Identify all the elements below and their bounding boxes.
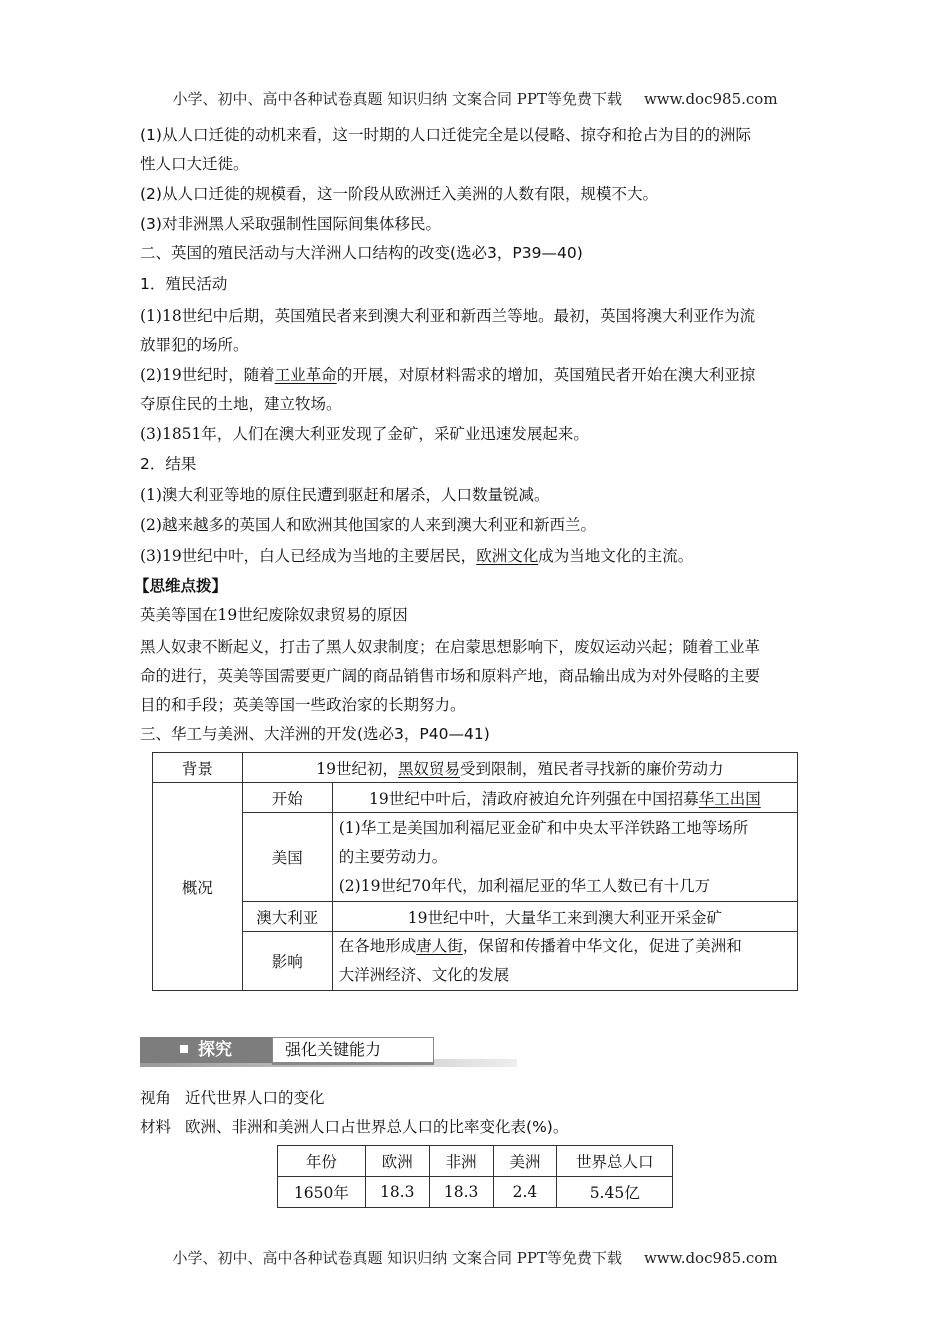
square-bullet-icon xyxy=(180,1045,188,1053)
term-european-culture: 欧洲文化 xyxy=(476,547,539,565)
line-12-a: (3)19世纪中叶，白人已经成为当地的主要居民， xyxy=(140,547,477,565)
line-2: 性人口大迁徙。 xyxy=(140,155,249,173)
line-12-b: 成为当地文化的主流。 xyxy=(538,547,694,565)
banner-title-box xyxy=(140,1037,272,1063)
cell-year: 1650年 xyxy=(278,1177,366,1208)
term-slave-trade: 黑奴贸易 xyxy=(398,759,461,778)
line-16: 目的和手段；英美等国一些政治家的长期努力。 xyxy=(140,696,466,714)
usa-line-2: 的主要劳动力。 xyxy=(338,847,448,866)
start-cell xyxy=(332,783,797,813)
line-5: (1)18世纪中后期，英国殖民者来到澳大利亚和新西兰等地。最初，英国将澳大利亚作为流 xyxy=(140,307,756,325)
header-site: www.doc985.com xyxy=(643,90,778,108)
subheading-result: 2．结果 xyxy=(140,455,197,473)
table-row xyxy=(153,932,798,991)
subheading-colonial: 1．殖民活动 xyxy=(140,275,228,293)
line-1: (1)从人口迁徙的动机来看，这一时期的人口迁徙完全是以侵略、掠夺和抢占为目的的洲际 xyxy=(140,126,751,144)
header-europe: 欧洲 xyxy=(365,1146,429,1177)
section-heading-3: 三、华工与美洲、大洋洲的开发(选必3，P40—41) xyxy=(140,725,490,743)
angle-text: 近代世界人口的变化 xyxy=(185,1089,325,1107)
population-table xyxy=(277,1145,673,1208)
term-industrial-revolution: 工业革命 xyxy=(274,366,337,384)
start-a: 19世纪中叶后，清政府被迫允许列强在中国招募 xyxy=(369,789,699,808)
australia-cell: 19世纪中叶，大量华工来到澳大利亚开采金矿 xyxy=(332,902,797,932)
usa-cell xyxy=(332,813,797,902)
impact-b: ，保留和传播着中华文化，促进了美洲和 xyxy=(462,937,742,955)
material-label: 材料 xyxy=(140,1118,172,1136)
impact-a: 在各地形成 xyxy=(338,937,417,955)
material-text: 欧洲、非洲和美洲人口占世界总人口的比率变化表(%)。 xyxy=(185,1118,569,1136)
cell-world: 5.45亿 xyxy=(557,1177,673,1208)
table-row xyxy=(153,902,798,932)
table-row xyxy=(153,753,798,783)
label-start: 开始 xyxy=(242,783,332,813)
cell-africa: 18.3 xyxy=(429,1177,493,1208)
impact-cell xyxy=(332,932,797,991)
line-11: (2)越来越多的英国人和欧洲其他国家的人来到澳大利亚和新西兰。 xyxy=(140,516,596,534)
line-13: 英美等国在19世纪废除奴隶贸易的原因 xyxy=(140,606,408,624)
header-text: 小学、初中、高中各种试卷真题 知识归纳 文案合同 PPT等免费下载 xyxy=(172,90,622,108)
footer-site: www.doc985.com xyxy=(643,1249,778,1267)
label-impact: 影响 xyxy=(242,932,332,991)
line-12 xyxy=(140,542,820,571)
label-overview: 概况 xyxy=(153,783,243,991)
header-africa: 非洲 xyxy=(429,1146,493,1177)
chinese-laborers-table xyxy=(152,752,798,991)
line-10: (1)澳大利亚等地的原住民遭到驱赶和屠杀，人口数量锐减。 xyxy=(140,486,550,504)
header-year: 年份 xyxy=(278,1146,366,1177)
line-9: (3)1851年，人们在澳大利亚发现了金矿，采矿业迅速发展起来。 xyxy=(140,425,589,443)
line-7 xyxy=(140,361,820,390)
label-usa: 美国 xyxy=(242,813,332,902)
line-15: 命的进行，英美等国需要更广阔的商品销售市场和原料产地，商品输出成为对外侵略的主要 xyxy=(140,667,761,685)
table-row xyxy=(153,783,798,813)
line-6: 放罪犯的场所。 xyxy=(140,336,249,354)
line-7-a: (2)19世纪时，随着 xyxy=(140,366,275,384)
bg-b: 受到限制，殖民者寻找新的廉价劳动力 xyxy=(460,759,724,778)
term-chinatown: 唐人街 xyxy=(416,937,463,955)
angle-line xyxy=(140,1084,820,1113)
page-footer xyxy=(0,1247,950,1268)
explore-banner xyxy=(140,1037,517,1067)
cell-americas: 2.4 xyxy=(493,1177,557,1208)
banner-title: 探究 xyxy=(198,1040,232,1060)
banner-subtitle: 强化关键能力 xyxy=(272,1037,434,1065)
header-world: 世界总人口 xyxy=(557,1146,673,1177)
impact-c: 大洋洲经济、文化的发展 xyxy=(338,966,510,984)
cell-europe: 18.3 xyxy=(365,1177,429,1208)
term-laborers-abroad: 华工出国 xyxy=(698,789,761,808)
page-header xyxy=(0,88,950,109)
bg-a: 19世纪初， xyxy=(316,759,399,778)
thinking-tip-label: 【思维点拨】 xyxy=(134,577,228,595)
header-americas: 美洲 xyxy=(493,1146,557,1177)
background-cell xyxy=(242,753,797,783)
material-line xyxy=(140,1113,820,1142)
line-14: 黑人奴隶不断起义，打击了黑人奴隶制度；在启蒙思想影响下，废奴运动兴起；随着工业革 xyxy=(140,638,761,656)
table-row xyxy=(278,1177,673,1208)
line-7-b: 的开展，对原材料需求的增加，英国殖民者开始在澳大利亚掠 xyxy=(336,366,756,384)
usa-line-1: (1)华工是美国加利福尼亚金矿和中央太平洋铁路工地等场所 xyxy=(338,818,749,837)
section-heading-2: 二、英国的殖民活动与大洋洲人口结构的改变(选必3，P39—40) xyxy=(140,244,583,262)
label-australia: 澳大利亚 xyxy=(242,902,332,932)
table-header-row xyxy=(278,1146,673,1177)
usa-line-3: (2)19世纪70年代，加利福尼亚的华工人数已有十几万 xyxy=(338,876,711,895)
line-8: 夺原住民的土地，建立牧场。 xyxy=(140,395,342,413)
footer-text: 小学、初中、高中各种试卷真题 知识归纳 文案合同 PPT等免费下载 xyxy=(172,1249,622,1267)
line-3: (2)从人口迁徙的规模看，这一阶段从欧洲迁入美洲的人数有限，规模不大。 xyxy=(140,185,658,203)
angle-label: 视角 xyxy=(140,1089,172,1107)
table-row xyxy=(153,813,798,902)
line-4: (3)对非洲黑人采取强制性国际间集体移民。 xyxy=(140,215,441,233)
label-background: 背景 xyxy=(153,753,243,783)
